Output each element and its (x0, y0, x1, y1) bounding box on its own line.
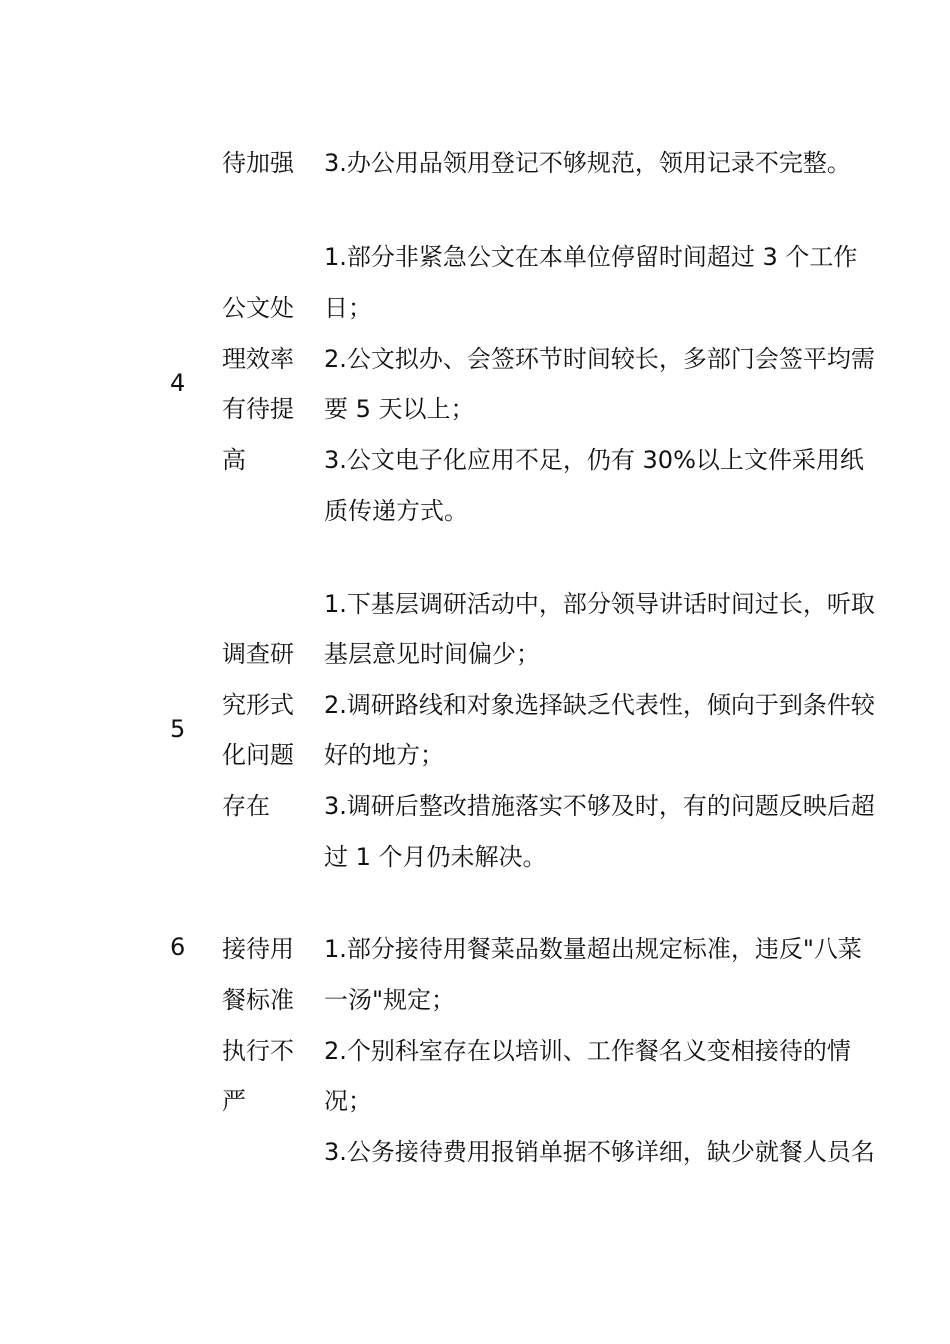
category-cell: 调查研 (222, 640, 294, 668)
detail-line: 2.个别科室存在以培训、工作餐名义变相接待的情 (324, 1037, 851, 1065)
detail-line: 3.公务接待费用报销单据不够详细，缺少就餐人员名 (324, 1138, 875, 1166)
category-cell: 餐标准 (222, 986, 294, 1014)
detail-line: 好的地方； (324, 741, 444, 769)
category-cell: 究形式 (222, 691, 294, 719)
detail-line: 3.公文电子化应用不足，仍有 30%以上文件采用纸 (324, 446, 864, 474)
detail-line: 1.部分非紧急公文在本单位停留时间超过 3 个工作 (324, 243, 858, 271)
detail-line: 要 5 天以上； (324, 395, 475, 423)
detail-line: 1.部分接待用餐菜品数量超出规定标准，违反"八菜 (324, 935, 862, 963)
row-number: 6 (170, 933, 186, 961)
detail-line: 2.调研路线和对象选择缺乏代表性，倾向于到条件较 (324, 691, 875, 719)
detail-line: 日； (324, 294, 372, 322)
category-cell: 高 (222, 446, 246, 474)
detail-line: 过 1 个月仍未解决。 (324, 843, 547, 871)
row-number: 4 (170, 369, 186, 397)
category-cell: 化问题 (222, 741, 294, 769)
detail-line: 1.下基层调研活动中，部分领导讲话时间过长，听取 (324, 590, 875, 618)
detail-line: 一汤"规定； (324, 986, 456, 1014)
detail-line: 基层意见时间偏少； (324, 640, 540, 668)
category-cell: 待加强 (222, 149, 294, 177)
category-cell: 存在 (222, 792, 270, 820)
detail-line: 2.公文拟办、会签环节时间较长，多部门会签平均需 (324, 345, 875, 373)
category-cell: 接待用 (222, 935, 294, 963)
category-cell: 执行不 (222, 1037, 294, 1065)
detail-line: 质传递方式。 (324, 497, 468, 525)
category-cell: 有待提 (222, 395, 294, 423)
detail-line: 3.办公用品领用登记不够规范，领用记录不完整。 (324, 149, 851, 177)
category-cell: 严 (222, 1087, 246, 1115)
detail-line: 3.调研后整改措施落实不够及时，有的问题反映后超 (324, 792, 875, 820)
detail-line: 况； (324, 1087, 372, 1115)
category-cell: 理效率 (222, 345, 294, 373)
category-cell: 公文处 (222, 294, 294, 322)
row-number: 5 (170, 715, 186, 743)
